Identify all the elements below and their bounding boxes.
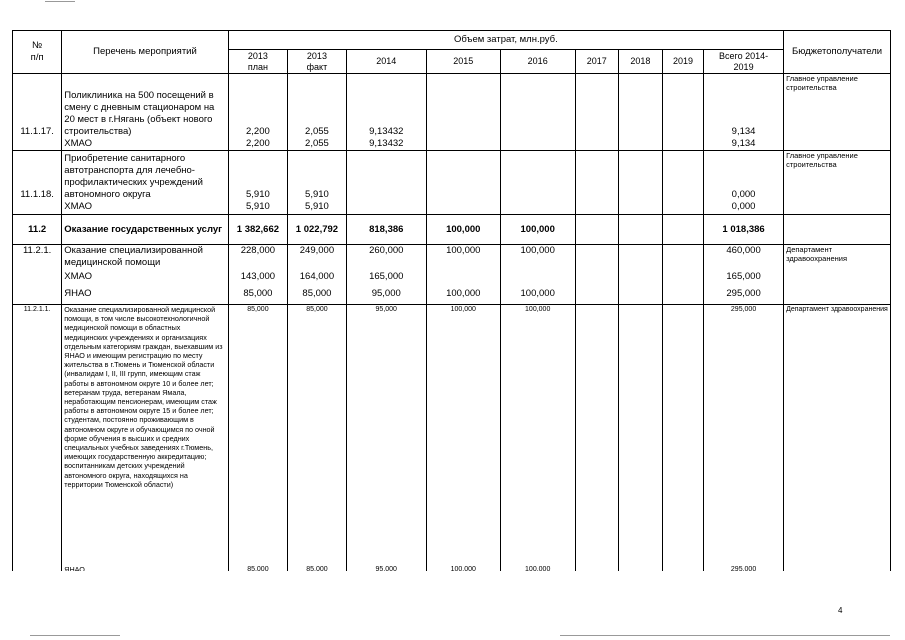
row-value (662, 215, 703, 245)
row-value (426, 201, 500, 215)
row-value: 5,910 (228, 151, 288, 201)
row-value (575, 201, 618, 215)
budget-table-sheet (12, 30, 891, 571)
header-year: 2015 (426, 50, 500, 74)
row-value (500, 201, 575, 215)
header-year: 2013 план (228, 50, 288, 74)
row-number (13, 288, 62, 305)
table-row (13, 151, 891, 201)
header-costs: Объем затрат, млн.руб. (228, 31, 783, 50)
row-recipient: Главное управление строительства (784, 151, 891, 201)
header-year: 2014 (346, 50, 426, 74)
header-year: 2019 (662, 50, 703, 74)
row-number (13, 201, 62, 215)
row-value: 0,000 (704, 151, 784, 201)
row-value: 1 022,792 (288, 215, 347, 245)
row-value (618, 555, 662, 572)
table-row (13, 138, 891, 151)
row-value (575, 288, 618, 305)
row-value: 5,910 (288, 151, 347, 201)
row-value: 164,000 (288, 271, 347, 288)
row-value (575, 151, 618, 201)
header-recipients: Бюджетополучатели (784, 31, 891, 74)
row-value: 143,000 (228, 271, 288, 288)
row-value: 295,000 (704, 555, 784, 572)
row-number: 11.2.1. (13, 245, 62, 271)
row-value: 165,000 (704, 271, 784, 288)
header-year: 2018 (618, 50, 662, 74)
header-year: 2016 (500, 50, 575, 74)
row-value (618, 138, 662, 151)
row-value (575, 271, 618, 288)
row-activity-name: ЯНАО (62, 288, 228, 305)
row-value: 100,000 (500, 288, 575, 305)
row-value (618, 215, 662, 245)
row-value: 100,000 (426, 288, 500, 305)
row-value (662, 151, 703, 201)
header-year: Всего 2014- 2019 (704, 50, 784, 74)
row-value: 85,000 (228, 555, 288, 572)
row-value (575, 138, 618, 151)
row-value: 85,000 (288, 288, 347, 305)
budget-table (12, 30, 891, 571)
row-value: 100,000 (426, 215, 500, 245)
row-value: 100,000 (500, 305, 575, 555)
row-activity-name: Оказание специализированной медицинской помощи (62, 245, 228, 271)
row-value (346, 201, 426, 215)
row-activity-name: Оказание специализированной медицинской помощи, в том числе высокотехнологичной медицинской помощи в областных медицинских учреждениях и организациях отдельным категориям граждан, выехавшим из ЯНАО и имеющим регистрацию по месту жительства в г.Тюмень и Тюменской области (инвалидам I, II, III групп, имеющим стаж работы в автономном округе 10 и более лет; ветеранам труда, ветеранам Ямала, неработающим пенсионерам, имеющим стаж работы в автономном округе 15 и более лет; студентам, постоянно проживающим в автономном округе и обучающимся по очной форме обучения в высших и средних специальных учебных заведениях г.Тюмень, имеющих государственную аккредитацию; воспитанникам детских учреждений автономного округа, находящихся на территории Тюменской области) (62, 305, 228, 555)
row-value: 5,910 (228, 201, 288, 215)
row-value (346, 151, 426, 201)
row-value: 2,200 (228, 74, 288, 138)
row-value (500, 271, 575, 288)
row-recipient (784, 138, 891, 151)
row-value: 85,000 (288, 555, 347, 572)
table-row (13, 74, 891, 138)
row-recipient (784, 215, 891, 245)
row-value (618, 288, 662, 305)
row-value: 295,000 (704, 288, 784, 305)
row-value (662, 245, 703, 271)
row-activity-name: ХМАО (62, 271, 228, 288)
row-value (618, 74, 662, 138)
row-value (618, 151, 662, 201)
row-value: 95,000 (346, 555, 426, 572)
row-value: 1 382,662 (228, 215, 288, 245)
row-value: 85,000 (228, 305, 288, 555)
row-value (426, 138, 500, 151)
page-number: 4 (838, 606, 843, 615)
row-value: 85,000 (228, 288, 288, 305)
row-value: 260,000 (346, 245, 426, 271)
row-number: 11.1.18. (13, 151, 62, 201)
table-row (13, 215, 891, 245)
row-value: 100,000 (500, 245, 575, 271)
row-activity-name: Приобретение санитарного автотранспорта для лечебно-профилактических учреждений автономного округа (62, 151, 228, 201)
row-value: 100,000 (426, 305, 500, 555)
row-value: 85,000 (288, 305, 347, 555)
table-row (13, 555, 891, 572)
row-value: 1 018,386 (704, 215, 784, 245)
row-number (13, 555, 62, 572)
row-value: 9,13432 (346, 138, 426, 151)
row-value (618, 201, 662, 215)
row-recipient (784, 288, 891, 305)
row-value (662, 305, 703, 555)
row-value: 249,000 (288, 245, 347, 271)
row-value: 100,000 (500, 215, 575, 245)
row-value: 100,000 (426, 245, 500, 271)
row-activity-name: ХМАО (62, 138, 228, 151)
header-year: 2013 факт (288, 50, 347, 74)
row-value (500, 151, 575, 201)
row-activity-name: Поликлиника на 500 посещений в смену с дневным стационаром на 20 мест в г.Нягань (объект нового строительства) (62, 74, 228, 138)
table-row (13, 305, 891, 555)
bottom-rule-right (560, 635, 890, 636)
row-recipient: Департамент здравоохранения (784, 245, 891, 271)
row-value (575, 74, 618, 138)
table-row (13, 245, 891, 271)
row-value (662, 271, 703, 288)
top-rule (45, 1, 75, 2)
row-number (13, 138, 62, 151)
row-value (575, 215, 618, 245)
row-value (426, 151, 500, 201)
row-value: 9,13432 (346, 74, 426, 138)
row-value: 9,134 (704, 74, 784, 138)
row-value: 2,055 (288, 138, 347, 151)
row-value (500, 74, 575, 138)
row-value (662, 555, 703, 572)
table-row (13, 271, 891, 288)
row-value (618, 245, 662, 271)
row-value: 165,000 (346, 271, 426, 288)
row-value: 460,000 (704, 245, 784, 271)
row-number (13, 271, 62, 288)
header-num: № п/п (13, 31, 62, 74)
row-value (575, 305, 618, 555)
row-value (662, 288, 703, 305)
row-value (662, 74, 703, 138)
row-recipient: Главное управление строительства (784, 74, 891, 138)
row-recipient (784, 201, 891, 215)
row-activity-name: Оказание государственных услуг (62, 215, 228, 245)
row-number: 11.2 (13, 215, 62, 245)
row-value: 100,000 (500, 555, 575, 572)
row-recipient (784, 271, 891, 288)
row-number: 11.1.17. (13, 74, 62, 138)
row-recipient (784, 555, 891, 572)
row-value (575, 555, 618, 572)
row-value (618, 305, 662, 555)
row-value: 0,000 (704, 201, 784, 215)
row-value: 95,000 (346, 305, 426, 555)
row-value: 9,134 (704, 138, 784, 151)
header-list: Перечень мероприятий (62, 31, 228, 74)
table-row (13, 288, 891, 305)
row-value (618, 271, 662, 288)
row-value (662, 201, 703, 215)
row-value: 2,200 (228, 138, 288, 151)
row-value: 295,000 (704, 305, 784, 555)
row-number: 11.2.1.1. (13, 305, 62, 555)
table-row (13, 201, 891, 215)
row-value: 228,000 (228, 245, 288, 271)
row-value (575, 245, 618, 271)
row-value: 818,386 (346, 215, 426, 245)
row-value (426, 74, 500, 138)
row-value (500, 138, 575, 151)
row-value: 100,000 (426, 555, 500, 572)
header-year: 2017 (575, 50, 618, 74)
row-value: 5,910 (288, 201, 347, 215)
row-activity-name: ХМАО (62, 201, 228, 215)
row-value (662, 138, 703, 151)
row-value: 95,000 (346, 288, 426, 305)
bottom-rule-left (30, 635, 120, 636)
row-value (426, 271, 500, 288)
row-activity-name: ЯНАО (62, 555, 228, 572)
row-value: 2,055 (288, 74, 347, 138)
row-recipient: Департамент здравоохранения (784, 305, 891, 555)
